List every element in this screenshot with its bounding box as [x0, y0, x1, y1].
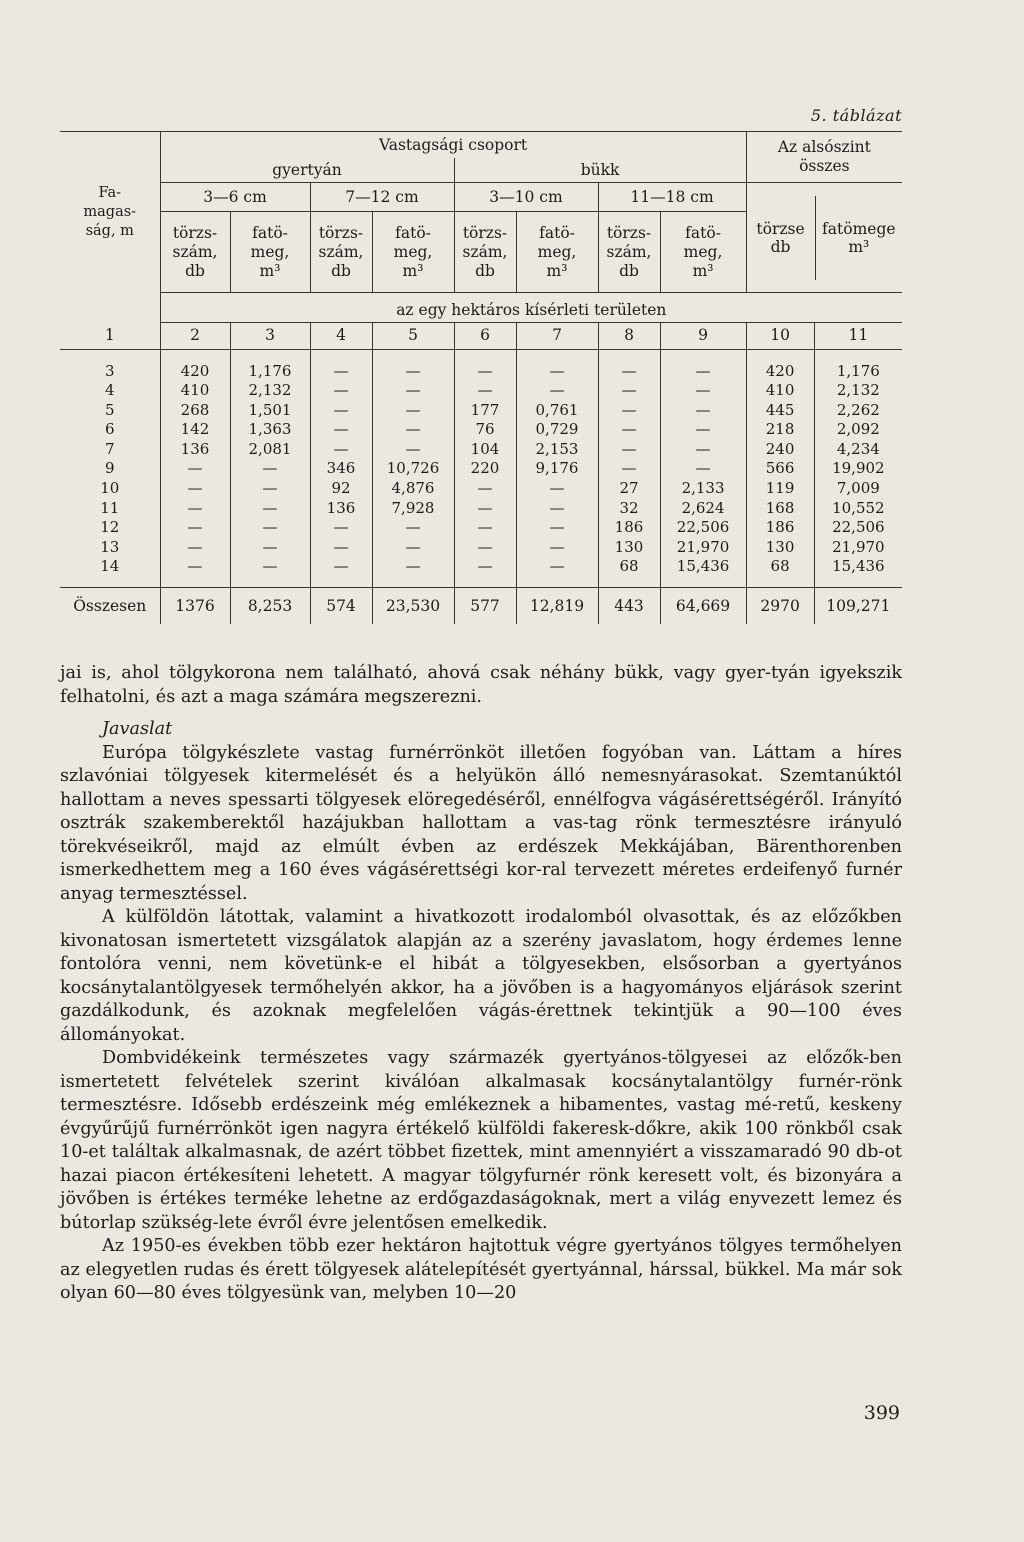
header-fatomeg: fatö- meg, m³	[372, 212, 454, 293]
table-cell: 19,902	[832, 459, 885, 478]
table-cell: 136	[310, 499, 372, 519]
table-cell: 2,153	[516, 440, 598, 460]
table-cell: —	[230, 518, 310, 538]
table-cell: —	[454, 362, 516, 382]
table-row	[60, 420, 902, 440]
table-cell: 2,092	[836, 420, 880, 439]
table-cell: —	[310, 362, 372, 382]
table-cell: —	[372, 518, 454, 538]
paragraph: Európa tölgykészlete vastag furnérrönköt illetően fogyóban van. Láttam a híres szlavóniai tölgyesek kitermelését és a helyükön álló nemesnyárasokat. Szemtanúktól hallottam a neves spessarti tölgyesek elöregedéséről, ennélfogva vágásérettségéről. Irányító osztrák szakemberektől hazájukban hallottam a vas-tag rönk termesztésre irányuló törekvéseikről, majd az elmúlt évben az erdészek Mekkájában, Bärenthorenben ismerkedhettem meg a 160 éves vágásérettségi kor-ral tervezett méretes erdeifenyő furnér anyag termesztéssel.	[60, 742, 902, 904]
table-cell: 218	[746, 420, 814, 440]
table-cell: 76	[454, 420, 516, 440]
table-cell: —	[598, 459, 660, 479]
table-cell: —	[454, 538, 516, 558]
table-cell: —	[372, 538, 454, 558]
table-cell: —	[160, 518, 230, 538]
table-row	[60, 459, 902, 479]
table-cell: 68	[598, 557, 660, 577]
height-cell: 13	[60, 538, 160, 558]
table-cell: 1,176	[836, 361, 880, 380]
paragraph: Az 1950-es években több ezer hektáron hajtottuk végre gyertyános tölgyes termőhelyen az elegyetlen rudas és érett tölgyesek alátelepítését gyertyánnal, hárssal, bükkel. Ma már sok olyan 60—80 éves tölgyesünk van, melyben 10—20	[60, 1236, 902, 1303]
table-cell: —	[230, 557, 310, 577]
body-text	[60, 662, 902, 1306]
table-cell: —	[516, 557, 598, 577]
table-cell: —	[160, 499, 230, 519]
table-cell: —	[660, 381, 746, 401]
table-cell: 268	[160, 401, 230, 421]
table-cell: 32	[598, 499, 660, 519]
table-cell: 2,081	[230, 440, 310, 460]
table-cell: —	[372, 362, 454, 382]
header-bukk: bükk	[454, 158, 746, 183]
height-cell: 6	[60, 420, 160, 440]
table-cell: 136	[160, 440, 230, 460]
header-fatomeg: fatö- meg, m³	[516, 212, 598, 293]
table-row	[60, 518, 902, 538]
table-cell: 92	[310, 479, 372, 499]
table-cell: 22,506	[660, 518, 746, 538]
header-range: 3—6 cm	[160, 183, 310, 212]
table-cell: —	[454, 499, 516, 519]
table-cell: 2,132	[230, 381, 310, 401]
table-row	[60, 440, 902, 460]
header-fatomeg: fatö- meg, m³	[660, 212, 746, 293]
table-cell: —	[660, 459, 746, 479]
col-number: 5	[372, 323, 454, 350]
table-cell: 445	[746, 401, 814, 421]
total-cell: 109,271	[826, 596, 891, 615]
table-row	[60, 479, 902, 499]
table-cell: —	[516, 518, 598, 538]
height-cell: 5	[60, 401, 160, 421]
header-gyertyan: gyertyán	[160, 158, 454, 183]
col-number: 1	[60, 323, 160, 350]
table-cell: —	[310, 381, 372, 401]
header-torzsszam: törzs- szám, db	[598, 212, 660, 293]
table-cell: 410	[160, 381, 230, 401]
table-cell: —	[516, 499, 598, 519]
height-cell: 10	[60, 479, 160, 499]
table-cell: 2,132	[836, 381, 880, 400]
col-number: 3	[230, 323, 310, 350]
table-cell: —	[372, 381, 454, 401]
header-torzsszam: törzs- szám, db	[310, 212, 372, 293]
table-cell: —	[310, 538, 372, 558]
table-cell: —	[598, 381, 660, 401]
table-cell: 346	[310, 459, 372, 479]
table-cell: —	[454, 557, 516, 577]
table-cell: 0,761	[516, 401, 598, 421]
height-cell: 14	[60, 557, 160, 577]
table-cell: —	[598, 420, 660, 440]
total-cell: 64,669	[660, 588, 746, 625]
table-cell: —	[372, 420, 454, 440]
page-number: 399	[863, 1402, 900, 1424]
table-cell: 7,928	[372, 499, 454, 519]
table-cell: 1,176	[230, 362, 310, 382]
table-row	[60, 381, 902, 401]
height-cell: 3	[60, 362, 160, 382]
table-cell: —	[160, 459, 230, 479]
header-fatomege: fatömege m³	[822, 219, 896, 256]
height-cell: 11	[60, 499, 160, 519]
table-cell: —	[372, 557, 454, 577]
table-cell: 15,436	[660, 557, 746, 577]
table-cell: —	[310, 557, 372, 577]
table-cell: —	[454, 518, 516, 538]
table-cell: 21,970	[660, 538, 746, 558]
table-row	[60, 538, 902, 558]
header-group: Vastagsági csoport	[160, 132, 746, 159]
header-range: 7—12 cm	[310, 183, 454, 212]
paragraph: A külföldön látottak, valamint a hivatkozott irodalomból olvasottak, és az előzőkben kivonatosan ismertetett vizsgálatok alapján az a szerény javaslatom, hogy érdemes lenne fontolóra venni, nem követünk-e el hibát a tölgyesekben, elsősorban a gyertyános kocsánytalantölgyesek termőhelyén akkor, ha a jövőben is a hagyományos eljárások szerint gazdálkodunk, és azoknak megfelelően vágás-érettnek tekintjük a 90—100 éves állományokat.	[60, 907, 902, 1045]
col-number: 2	[160, 323, 230, 350]
table-cell: 240	[746, 440, 814, 460]
section-heading: Javaslat	[102, 719, 173, 739]
table-cell: —	[660, 440, 746, 460]
table-cell: 104	[454, 440, 516, 460]
table-cell: 4,876	[372, 479, 454, 499]
table-cell: —	[160, 479, 230, 499]
table-cell: —	[160, 538, 230, 558]
total-cell: 2970	[746, 588, 814, 625]
data-table	[60, 131, 902, 624]
table-cell: 10,552	[832, 498, 885, 517]
table-cell: —	[516, 362, 598, 382]
table-cell: 142	[160, 420, 230, 440]
table-caption: 5. táblázat	[810, 106, 902, 125]
table-cell: —	[310, 440, 372, 460]
table-row	[60, 401, 902, 421]
height-cell: 12	[60, 518, 160, 538]
table-cell: 420	[160, 362, 230, 382]
table-cell: 4,234	[836, 439, 880, 458]
table-cell: 10,726	[372, 459, 454, 479]
header-note: az egy hektáros kísérleti területen	[160, 293, 902, 323]
table-cell: —	[310, 420, 372, 440]
col-number: 6	[454, 323, 516, 350]
header-total: Az alsószint összes	[746, 132, 902, 183]
table-cell: —	[310, 401, 372, 421]
total-row	[60, 588, 902, 625]
table-cell: —	[660, 362, 746, 382]
table-cell: 1,501	[230, 401, 310, 421]
table-cell: 27	[598, 479, 660, 499]
table-cell: —	[598, 440, 660, 460]
table-cell: —	[660, 420, 746, 440]
table-cell: —	[454, 479, 516, 499]
table-cell: 130	[598, 538, 660, 558]
table-cell: —	[660, 401, 746, 421]
col-number: 7	[516, 323, 598, 350]
table-cell: —	[230, 538, 310, 558]
header-range: 3—10 cm	[454, 183, 598, 212]
col-number: 8	[598, 323, 660, 350]
table-cell: 119	[746, 479, 814, 499]
table-cell: —	[230, 479, 310, 499]
col-number: 4	[310, 323, 372, 350]
table-cell: 0,729	[516, 420, 598, 440]
table-cell: —	[372, 401, 454, 421]
header-torzsszam: törzs- szám, db	[454, 212, 516, 293]
table-cell: —	[310, 518, 372, 538]
table-cell: 21,970	[832, 537, 885, 556]
height-cell: 7	[60, 440, 160, 460]
total-cell: 443	[598, 588, 660, 625]
table-cell: 177	[454, 401, 516, 421]
header-torzse: törzse db	[747, 196, 815, 280]
table-cell: —	[516, 381, 598, 401]
table-cell: 2,133	[660, 479, 746, 499]
table-row	[60, 362, 902, 382]
table-cell: 186	[598, 518, 660, 538]
table-cell: 22,506	[832, 518, 885, 537]
table-cell: —	[598, 362, 660, 382]
header-height: Fa- magas- ság, m	[83, 184, 137, 239]
total-cell: 8,253	[230, 588, 310, 625]
table-cell: 566	[746, 459, 814, 479]
col-number: 10	[746, 323, 814, 350]
total-cell: 574	[310, 588, 372, 625]
header-torzsszam: törzs- szám, db	[160, 212, 230, 293]
table-cell: —	[598, 401, 660, 421]
table-cell: —	[230, 499, 310, 519]
header-range: 11—18 cm	[598, 183, 746, 212]
table-cell: 2,624	[660, 499, 746, 519]
table-cell: 9,176	[516, 459, 598, 479]
table-cell: —	[160, 557, 230, 577]
total-cell: 577	[454, 588, 516, 625]
col-number: 11	[814, 323, 902, 350]
col-number: 9	[660, 323, 746, 350]
table-cell: 2,262	[836, 400, 880, 419]
table-cell: —	[454, 381, 516, 401]
table-cell: 68	[746, 557, 814, 577]
table-cell: —	[372, 440, 454, 460]
table-cell: 220	[454, 459, 516, 479]
table-cell: 15,436	[832, 557, 885, 576]
table-row	[60, 557, 902, 577]
total-cell: 23,530	[372, 588, 454, 625]
table-cell: —	[230, 459, 310, 479]
header-fatomeg: fatö- meg, m³	[230, 212, 310, 293]
total-cell: 1376	[160, 588, 230, 625]
total-label: Összesen	[60, 588, 160, 625]
height-cell: 9	[60, 459, 160, 479]
table-cell: —	[516, 538, 598, 558]
total-cell: 12,819	[516, 588, 598, 625]
paragraph: jai is, ahol tölgykorona nem található, ahová csak néhány bükk, vagy gyer-tyán igyekszik felhatolni, és azt a maga számára megszerezni.	[60, 663, 902, 707]
table-cell: 410	[746, 381, 814, 401]
table-cell: —	[516, 479, 598, 499]
table-cell: 7,009	[836, 479, 880, 498]
table-cell: 168	[746, 499, 814, 519]
table-cell: 1,363	[230, 420, 310, 440]
paragraph: Dombvidékeink természetes vagy származék gyertyános-tölgyesei az előzők-ben ismertetett felvételek szerint kiválóan alkalmasak kocsánytalantölgy furnér-rönk termesztésre. Idősebb erdészeink még emlékeznek a hibamentes, vastag mé-retű, keskeny évgyűrűjű furnérrönköt igen nagyra értékelő külföldi fakeresk-dőkre, akik 100 rönkből csak 10-et találtak alkalmasnak, de azért többet fizettek, mint amennyiért a visszamaradó 90 db-ot hazai piacon értékesíteni lehetett. A magyar tölgyfurnér rönk keresett volt, és bizonyára a jövőben is értékes terméke lehetne az erdőgazdaságoknak, mert a világ enyvezett lemez és bútorlap szükség-lete évről évre jelentősen emelkedik.	[60, 1048, 902, 1233]
table-cell: 186	[746, 518, 814, 538]
table-cell: 420	[746, 362, 814, 382]
table-cell: 130	[746, 538, 814, 558]
table-row	[60, 499, 902, 519]
height-cell: 4	[60, 381, 160, 401]
